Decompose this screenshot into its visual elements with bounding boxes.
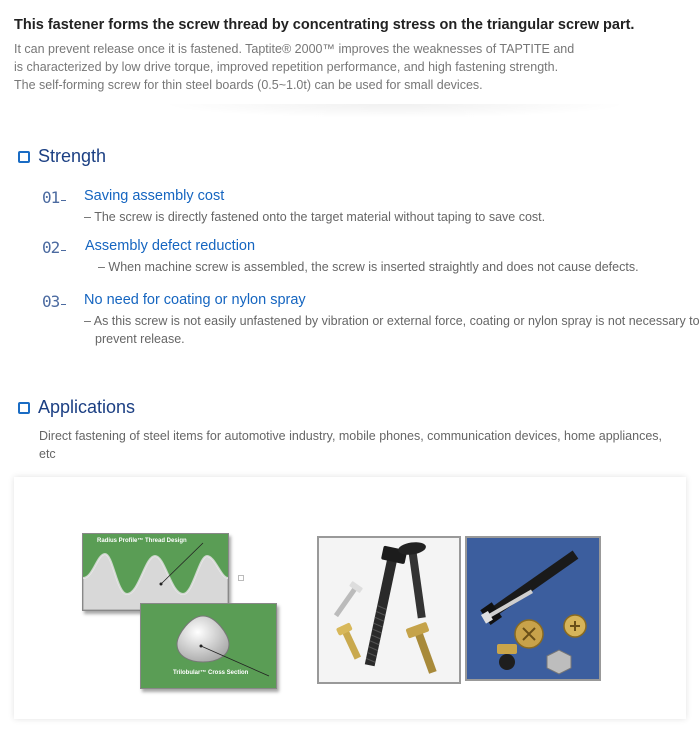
intro-line: It can prevent release once it is fastened. Taptite® 2000™ improves the weaknesses of TAPTITE and [14, 42, 575, 56]
cross-section-label: Trilobular™ Cross Section [173, 670, 249, 676]
screws-blue-photo [465, 536, 601, 681]
screws-blue-illustration [467, 538, 599, 679]
item-heading: No need for coating or nylon spray [84, 292, 306, 308]
cross-section-diagram [140, 603, 277, 689]
intro-line: The self-forming screw for thin steel boards (0.5~1.0t) can be used for small devices. [14, 78, 483, 92]
item-heading: Saving assembly cost [84, 188, 225, 204]
strength-heading [18, 146, 106, 167]
item-number: 01 [42, 188, 66, 207]
item-description: – As this screw is not easily unfastened by vibration or external force, coating or nylon spray is not necessary to prevent release. [84, 314, 700, 346]
intro-title: This fastener forms the screw thread by concentrating stress on the triangular screw part. [14, 17, 635, 33]
square-bullet-icon [18, 402, 30, 414]
item-number: 03 [42, 292, 66, 311]
item-heading: Assembly defect reduction [85, 238, 256, 254]
thread-profile-graphic [83, 534, 228, 610]
decorative-mark [238, 575, 244, 581]
intro-line: is characterized by low drive torque, improved repetition performance, and high fastening strength. [14, 60, 559, 74]
intro-divider-shadow [160, 104, 630, 118]
screws-photo [317, 536, 461, 684]
item-number: 02 [42, 238, 66, 257]
item-description: – When machine screw is assembled, the screw is inserted straightly and does not cause defects. [98, 260, 639, 274]
square-bullet-icon [18, 151, 30, 163]
applications-heading [18, 397, 135, 418]
thread-design-label: Radius Profile™ Thread Design [97, 538, 187, 544]
thread-design-diagram [82, 533, 229, 611]
applications-title: Applications [38, 397, 136, 417]
item-description: – The screw is directly fastened onto the target material without taping to save cost. [84, 210, 546, 224]
screws-illustration [319, 538, 459, 682]
intro-text [14, 40, 694, 94]
product-image-panel [14, 477, 686, 719]
applications-text: Direct fastening of steel items for automotive industry, mobile phones, communication devices, home appliances, etc [39, 429, 662, 461]
strength-title: Strength [38, 146, 107, 166]
